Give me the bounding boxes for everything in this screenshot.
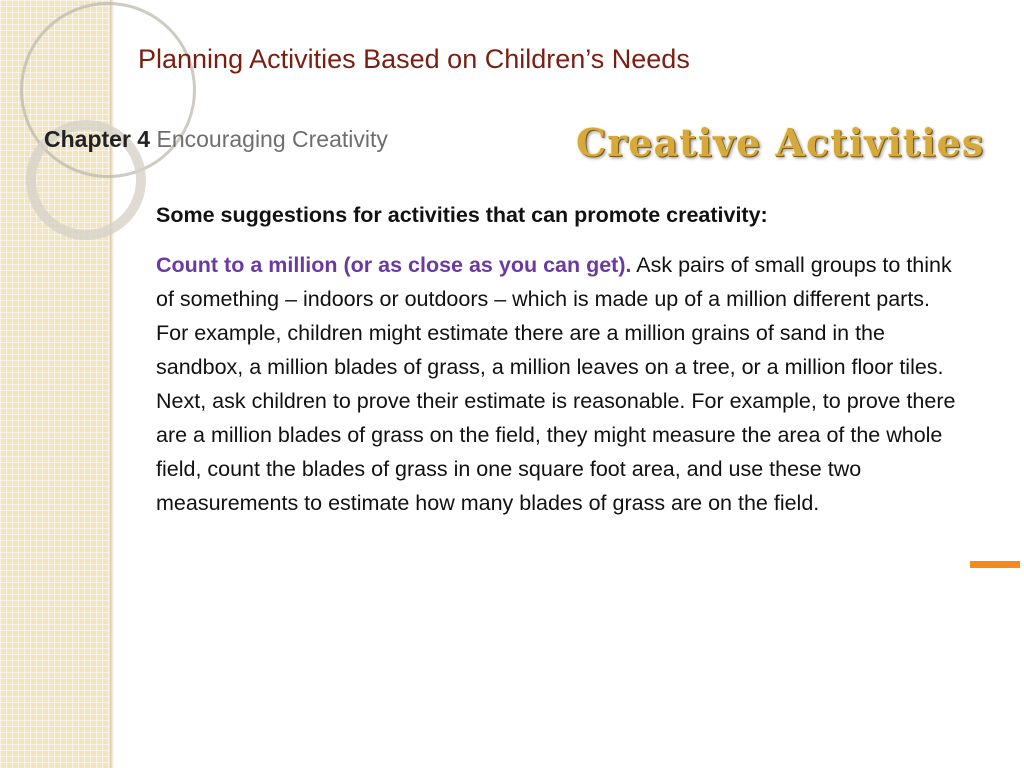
chapter-name: Encouraging Creativity (156, 126, 388, 152)
activity-lead: Count to a million (or as close as you can get). (156, 253, 632, 277)
activity-body: Ask pairs of small groups to think of something – indoors or outdoors – which is made up of a million different parts. For example, children might estimate there are a million grains of sand in the sandbox, a million blades of grass, a million leaves on a tree, or a million floor tiles. Next, ask children to prove their estimate is reasonable. For example, to prove there are a million blades of grass on the field, they might measure the area of the whole field, count the blades of grass in one square foot area, and use these two measurements to estimate how many blades of grass are on the field. (156, 253, 956, 515)
accent-bar (970, 561, 1020, 568)
intro-text: Some suggestions for activities that can promote creativity: (156, 203, 768, 227)
chapter-heading (44, 126, 388, 153)
creative-activities-banner: Creative Activities (576, 120, 985, 165)
chapter-label: Chapter (44, 126, 131, 152)
slide-content (156, 198, 956, 520)
slide-title: Planning Activities Based on Children’s Needs (138, 44, 690, 74)
chapter-number: 4 (137, 126, 151, 152)
activity-paragraph (156, 248, 956, 520)
